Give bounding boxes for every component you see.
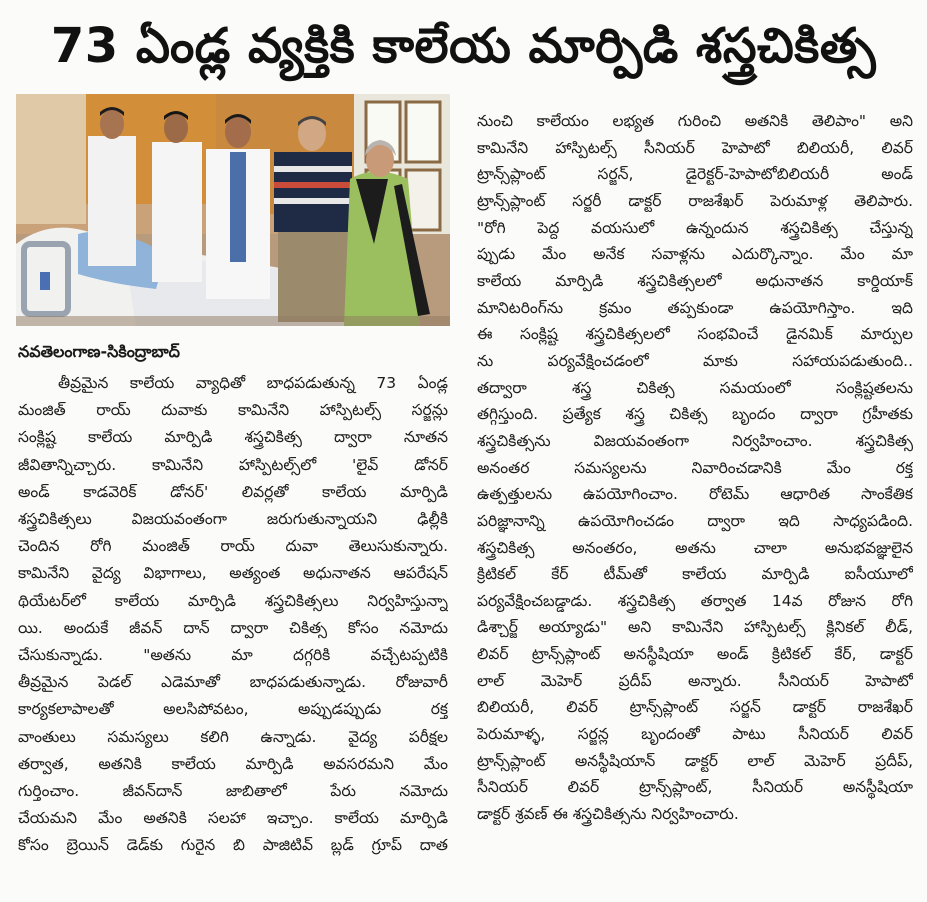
article-line: డాక్టర్ శ్రవణ్ ఈ శస్త్రచికిత్సను నిర్వహించారు.: [477, 805, 739, 824]
article-line: ఈ సంక్లిష్ట శస్త్రచికిత్సలలో సంభవించే డైనమిక్ మార్పుల: [477, 325, 913, 344]
article-line: లివర్ ట్రాన్స్‌ప్లాంట్ అనస్థీషియా అండ్ క్రిటికల్ కేర్, డాక్టర్: [477, 645, 913, 664]
article-line: ట్రాన్స్‌ప్లాంట్ సర్జన్, డైరెక్టర్-హెపాటోబిలియరీ అండ్: [477, 165, 913, 184]
article-line: ప్పుడు మేం అనేక సవాళ్లను ఎదుర్కొన్నాం. మేం మా: [477, 245, 913, 264]
article-line: గుర్తించాం. జీవన్‌దాన్ జాబితాలో పేరు నమోదు: [18, 782, 448, 801]
article-line: థియేటర్‌లో కాలేయ మార్పిడి శస్త్రచికిత్సలు నిర్వహిస్తున్నా: [18, 591, 448, 610]
article-line: శస్త్రచికిత్స అనంతరం, అతను చాలా అనుభవజ్ఞులైన: [477, 538, 913, 557]
article-line: తర్వాత, అతనికి కాలేయ మార్పిడి అవసరమని మేం: [18, 754, 448, 773]
article-line: "రోగి పెద్ద వయసులో ఉన్నందున శస్త్రచికిత్స చేస్తున్న: [477, 218, 913, 237]
article-line: చేసుకున్నాడు. "అతను మా దగ్గరికి వచ్చేటప్పటికి: [18, 646, 448, 665]
article-line: క్రిటికల్ కేర్ టీమ్‌తో కాలేయ మార్పిడి ఐసీయూలో: [477, 565, 913, 584]
headline: 73 ఏండ్ల వ్యక్తికి కాలేయ మార్పిడి శస్త్రచికిత్స: [50, 18, 877, 74]
article-line: పెరుమాళ్ళ, సర్జన్ల బృందంతో పాటు సీనియర్ లివర్: [477, 725, 913, 744]
news-photo: [16, 94, 450, 326]
article-line: నుంచి కాలేయం లభ్యత గురించి అతనికి తెలిపాం" అని: [477, 112, 913, 130]
dateline: నవతెలంగాణ-సికింద్రాబాద్: [18, 342, 180, 361]
article-line: ను పర్యవేక్షించడంలో మాకు సహాయపడుతుంది..: [477, 351, 913, 370]
article-line: యి. అందుకే జీవన్ దాన్ ద్వారా చికిత్స కోసం నమోదు: [18, 618, 448, 637]
article-line: కోసం బ్రెయిన్ డెడ్‌కు గురైన బి పాజిటివ్ బ్లడ్ గ్రూప్ దాత: [18, 836, 448, 855]
article-line: మానిటరింగ్‌ను క్రమం తప్పకుండా ఉపయోగిస్తాం. ఇది: [477, 298, 913, 317]
article-line: వాంతులు సమస్యలు కలిగి ఉన్నాడు. వైద్య పరీక్షల: [18, 727, 448, 746]
article-line: సీనియర్ లివర్ ట్రాన్స్‌ప్లాంట్, సీనియర్ అనస్థీషియా: [477, 778, 913, 797]
article-line: బిలియరీ, లివర్ ట్రాన్స్‌ప్లాంట్ సర్జన్ డాక్టర్ రాజశేఖర్: [477, 698, 913, 717]
article-left-column: [18, 370, 448, 860]
article-line: తీవ్రమైన పెడల్ ఎడెమాతో బాధపడుతున్నాడు. రోజువారీ: [18, 673, 448, 692]
article-line: పర్యవేక్షించబడ్డాడు. శస్త్రచికిత్స తర్వాత 14వ రోజున రోగి: [477, 591, 913, 610]
article-line: కాలేయ మార్పిడి శస్త్రచికిత్సలలో అధునాతన కార్డియాక్: [477, 271, 913, 290]
article-line: తద్వారా శస్త్ర చికిత్స సమయంలో సంక్లిష్టతలను: [477, 378, 913, 397]
article-line: డిశ్చార్జ్ అయ్యాడు" అని కామినేని హాస్పిటల్స్ క్లినికల్ లీడ్,: [477, 618, 913, 637]
article-line: చేయమని మేం అతనికి సలహా ఇచ్చాం. కాలేయ మార్పిడి: [18, 809, 448, 828]
article-right-column: [477, 108, 913, 828]
article-line: కామినేని వైద్య విభాగాలు, అత్యంత అధునాతన ఆపరేషన్: [18, 564, 448, 583]
article-line: శస్త్రచికిత్సలు విజయవంతంగా జరుగుతున్నాయని ఢిల్లీకి: [18, 510, 448, 529]
article-line: ఉత్పత్తులను ఉపయోగించాం. రోటెమ్ ఆధారిత సాంకేతిక: [477, 485, 913, 504]
article-line: కార్యకలాపాలతో అలసిపోవటం, అప్పుడప్పుడు రక్త: [18, 700, 448, 719]
article-line: కామినేని హాస్పిటల్స్ సీనియర్ హెపాటో బిలియరీ, లివర్: [477, 138, 913, 157]
article-line: తీవ్రమైన కాలేయ వ్యాధితో బాధపడుతున్న 73 ఏండ్ల: [58, 374, 448, 392]
article-line: అండ్ కాడవెరిక్ డోనర్' లివర్లతో కాలేయ మార్పిడి: [18, 482, 448, 501]
article-line: మంజిత్ రాయ్ దువాకు కామినేని హాస్పిటల్స్ సర్జన్లు: [18, 401, 448, 420]
article-line: సంక్లిష్ట కాలేయ మార్పిడి శస్త్రచికిత్స ద్వారా నూతన: [18, 428, 448, 447]
hospital-room-photo: [16, 94, 450, 326]
article-line: ట్రాన్స్‌ప్లాంట్ సర్జరీ డాక్టర్ రాజశేఖర్ పెరుమాళ్ల తెలిపారు.: [477, 191, 913, 210]
article-line: చెందిన రోగి మంజిత్ రాయ్ దువా తెలుసుకున్నారు.: [18, 537, 448, 556]
article-line: జీవితాన్నిచ్చారు. కామినేని హాస్పిటల్స్‌లో 'లైవ్ డోనర్: [18, 455, 448, 474]
article-line: అనంతర సమస్యలను నివారించడానికి మేం రక్త: [477, 458, 913, 477]
article-line: ట్రాన్స్‌ప్లాంట్ అనస్థీషియాన్ డాక్టర్ లాల్ మెహెర్ ప్రదీప్,: [477, 751, 913, 770]
article-line: పరిజ్ఞానాన్ని ఉపయోగించడం ద్వారా ఇది సాధ్యపడింది.: [477, 511, 913, 530]
article-line: లాల్ మెహెర్ ప్రదీప్ అన్నారు. సీనియర్ హెపాటో: [477, 671, 913, 690]
article-line: తగ్గిస్తుంది. ప్రత్యేక శస్త్ర చికిత్స బృందం ద్వారా గ్రహీతకు: [477, 405, 913, 424]
article-line: శస్త్రచికిత్సను విజయవంతంగా నిర్వహించాం. శస్త్రచికిత్స: [477, 431, 913, 450]
